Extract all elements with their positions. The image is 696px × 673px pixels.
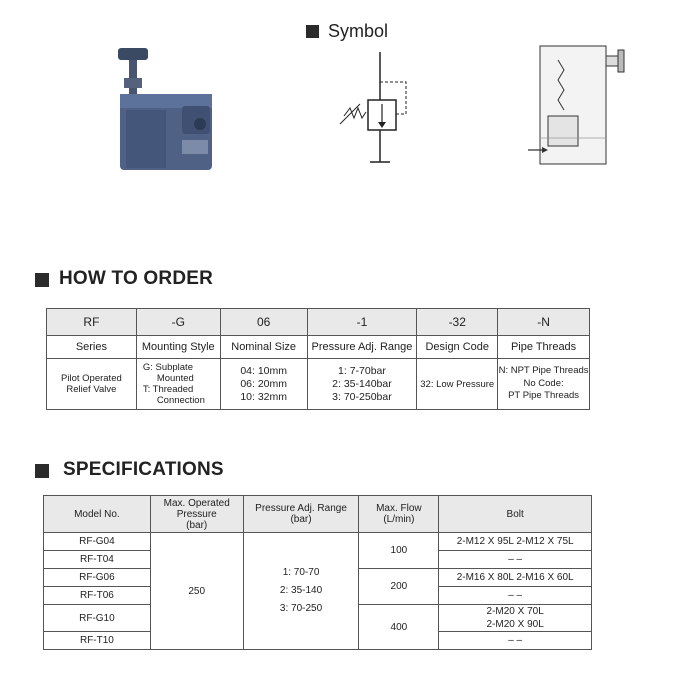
value-line: 3: 70-250bar	[332, 390, 392, 403]
order-code-table	[46, 308, 590, 410]
label-threads: Pipe Threads	[498, 336, 590, 359]
valve-cross-section	[522, 42, 642, 172]
range-line: 3: 70-250	[279, 603, 323, 614]
value-size	[220, 359, 307, 410]
value-line: G: Subplate	[142, 362, 193, 373]
value-line: Pilot Operated	[61, 373, 122, 384]
value-threads	[498, 359, 590, 410]
max-pressure-cell: 250	[150, 533, 243, 650]
value-line: 32: Low Pressure	[420, 378, 495, 390]
flow-cell: 400	[359, 605, 439, 650]
how-to-order-title: HOW TO ORDER	[59, 268, 214, 289]
order-value-row	[47, 359, 590, 410]
order-code-row	[47, 309, 590, 336]
code-mounting: -G	[136, 309, 220, 336]
bolt-cell: – –	[439, 587, 592, 605]
adj-range-cell	[243, 533, 359, 650]
specifications-title: SPECIFICATIONS	[63, 459, 224, 480]
header-line: Max. Operated	[163, 497, 230, 509]
header-line: (bar)	[290, 514, 312, 525]
header-line: Pressure	[176, 508, 217, 520]
label-series: Series	[47, 336, 137, 359]
bolt-cell: 2-M16 X 80L 2-M16 X 60L	[439, 569, 592, 587]
order-label-row	[47, 336, 590, 359]
code-series: RF	[47, 309, 137, 336]
relief-valve-symbol	[330, 52, 430, 172]
bolt-cell: 2-M20 X 70L	[439, 605, 592, 619]
model-cell: RF-G10	[44, 605, 151, 632]
label-design: Design Code	[417, 336, 498, 359]
code-pressure: -1	[307, 309, 417, 336]
header-flow	[359, 496, 439, 533]
table-row	[44, 533, 592, 551]
model-cell: RF-T10	[44, 632, 151, 650]
model-cell: RF-T06	[44, 587, 151, 605]
header-pressure	[150, 496, 243, 533]
value-line: 04: 10mm	[240, 364, 287, 377]
bolt-cell: – –	[439, 632, 592, 650]
spec-header-row	[44, 496, 592, 533]
value-line: 1: 7-70bar	[338, 364, 386, 377]
value-line: Mounted	[156, 373, 194, 384]
value-mounting	[136, 359, 220, 410]
bolt-cell: – –	[439, 551, 592, 569]
header-line: (bar)	[186, 519, 208, 531]
code-design: -32	[417, 309, 498, 336]
label-mounting: Mounting Style	[136, 336, 220, 359]
value-series	[47, 359, 137, 410]
header-line: Max. Flow	[376, 503, 422, 514]
bolt-cell: 2-M20 X 90L	[439, 618, 592, 632]
value-design	[417, 359, 498, 410]
valve-photo	[112, 38, 232, 178]
value-line: No Code:	[523, 377, 564, 389]
header-line: (L/min)	[383, 514, 415, 525]
symbol-section-marker	[306, 25, 319, 38]
value-line: Connection	[156, 395, 205, 406]
model-cell: RF-G06	[44, 569, 151, 587]
specifications-table	[43, 495, 592, 650]
how-to-order-marker	[35, 273, 49, 287]
code-threads: -N	[498, 309, 590, 336]
value-line: Relief Valve	[66, 384, 117, 395]
specifications-marker	[35, 464, 49, 478]
code-size: 06	[220, 309, 307, 336]
label-pressure: Pressure Adj. Range	[307, 336, 417, 359]
header-range	[243, 496, 359, 533]
label-size: Nominal Size	[220, 336, 307, 359]
value-line: PT Pipe Threads	[508, 390, 580, 402]
value-line: 06: 20mm	[240, 377, 287, 390]
range-line: 1: 70-70	[282, 567, 320, 578]
header-model: Model No.	[44, 496, 151, 533]
model-cell: RF-G04	[44, 533, 151, 551]
header-bolt: Bolt	[439, 496, 592, 533]
value-line: N: NPT Pipe Threads	[498, 365, 589, 377]
symbol-title: Symbol	[328, 21, 389, 41]
flow-cell: 200	[359, 569, 439, 605]
bolt-cell: 2-M12 X 95L 2-M12 X 75L	[439, 533, 592, 551]
value-line: 2: 35-140bar	[332, 377, 392, 390]
value-line: T: Threaded	[142, 384, 194, 395]
header-line: Pressure Adj. Range	[255, 503, 347, 514]
flow-cell: 100	[359, 533, 439, 569]
range-line: 2: 35-140	[279, 585, 323, 596]
value-line: 10: 32mm	[240, 390, 287, 403]
value-pressure	[307, 359, 417, 410]
model-cell: RF-T04	[44, 551, 151, 569]
